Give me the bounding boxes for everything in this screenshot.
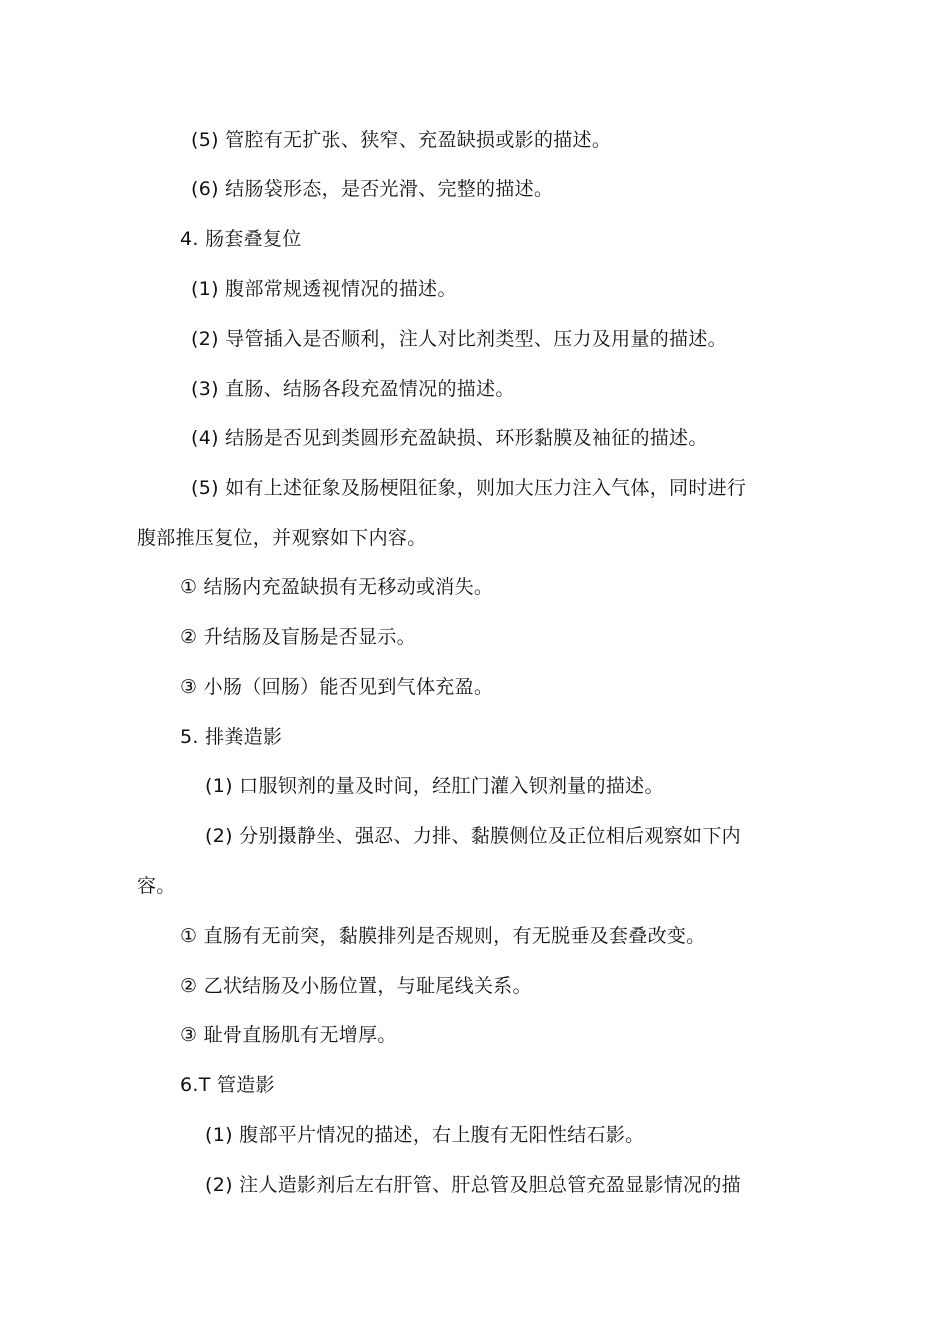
text-line: (1) 口服钡剂的量及时间，经肛门灌入钡剂量的描述。 <box>205 775 664 797</box>
section-heading: 5. 排粪造影 <box>180 726 283 748</box>
text-line: (3) 直肠、结肠各段充盈情况的描述。 <box>191 378 515 400</box>
list-item: ③ 小肠（回肠）能否见到气体充盈。 <box>180 676 494 698</box>
text-line: (4) 结肠是否见到类圆形充盈缺损、环形黏膜及袖征的描述。 <box>191 427 708 449</box>
list-item: ② 乙状结肠及小肠位置，与耻尾线关系。 <box>180 975 532 997</box>
text-line: (1) 腹部常规透视情况的描述。 <box>191 278 457 300</box>
list-item: ① 结肠内充盈缺损有无移动或消失。 <box>180 576 494 598</box>
section-heading: 4. 肠套叠复位 <box>180 228 302 250</box>
list-item: ③ 耻骨直肠肌有无增厚。 <box>180 1024 397 1046</box>
text-line: (2) 导管插入是否顺利，注人对比剂类型、压力及用量的描述。 <box>191 328 727 350</box>
text-line-continuation: 腹部推压复位，并观察如下内容。 <box>137 527 427 549</box>
text-line: (1) 腹部平片情况的描述，右上腹有无阳性结石影。 <box>205 1124 645 1146</box>
text-line: (5) 管腔有无扩张、狭窄、充盈缺损或影的描述。 <box>191 129 612 151</box>
text-line-continuation: 容。 <box>137 875 176 897</box>
list-item: ① 直肠有无前突，黏膜排列是否规则，有无脱垂及套叠改变。 <box>180 925 706 947</box>
section-heading: 6.T 管造影 <box>180 1074 275 1096</box>
text-line: (2) 注人造影剂后左右肝管、肝总管及胆总管充盈显影情况的描 <box>205 1174 741 1196</box>
list-item: ② 升结肠及盲肠是否显示。 <box>180 626 416 648</box>
text-line: (6) 结肠袋形态，是否光滑、完整的描述。 <box>191 178 554 200</box>
text-line: (5) 如有上述征象及肠梗阻征象，则加大压力注入气体，同时进行 <box>191 477 747 499</box>
text-line: (2) 分别摄静坐、强忍、力排、黏膜侧位及正位相后观察如下内 <box>205 825 741 847</box>
